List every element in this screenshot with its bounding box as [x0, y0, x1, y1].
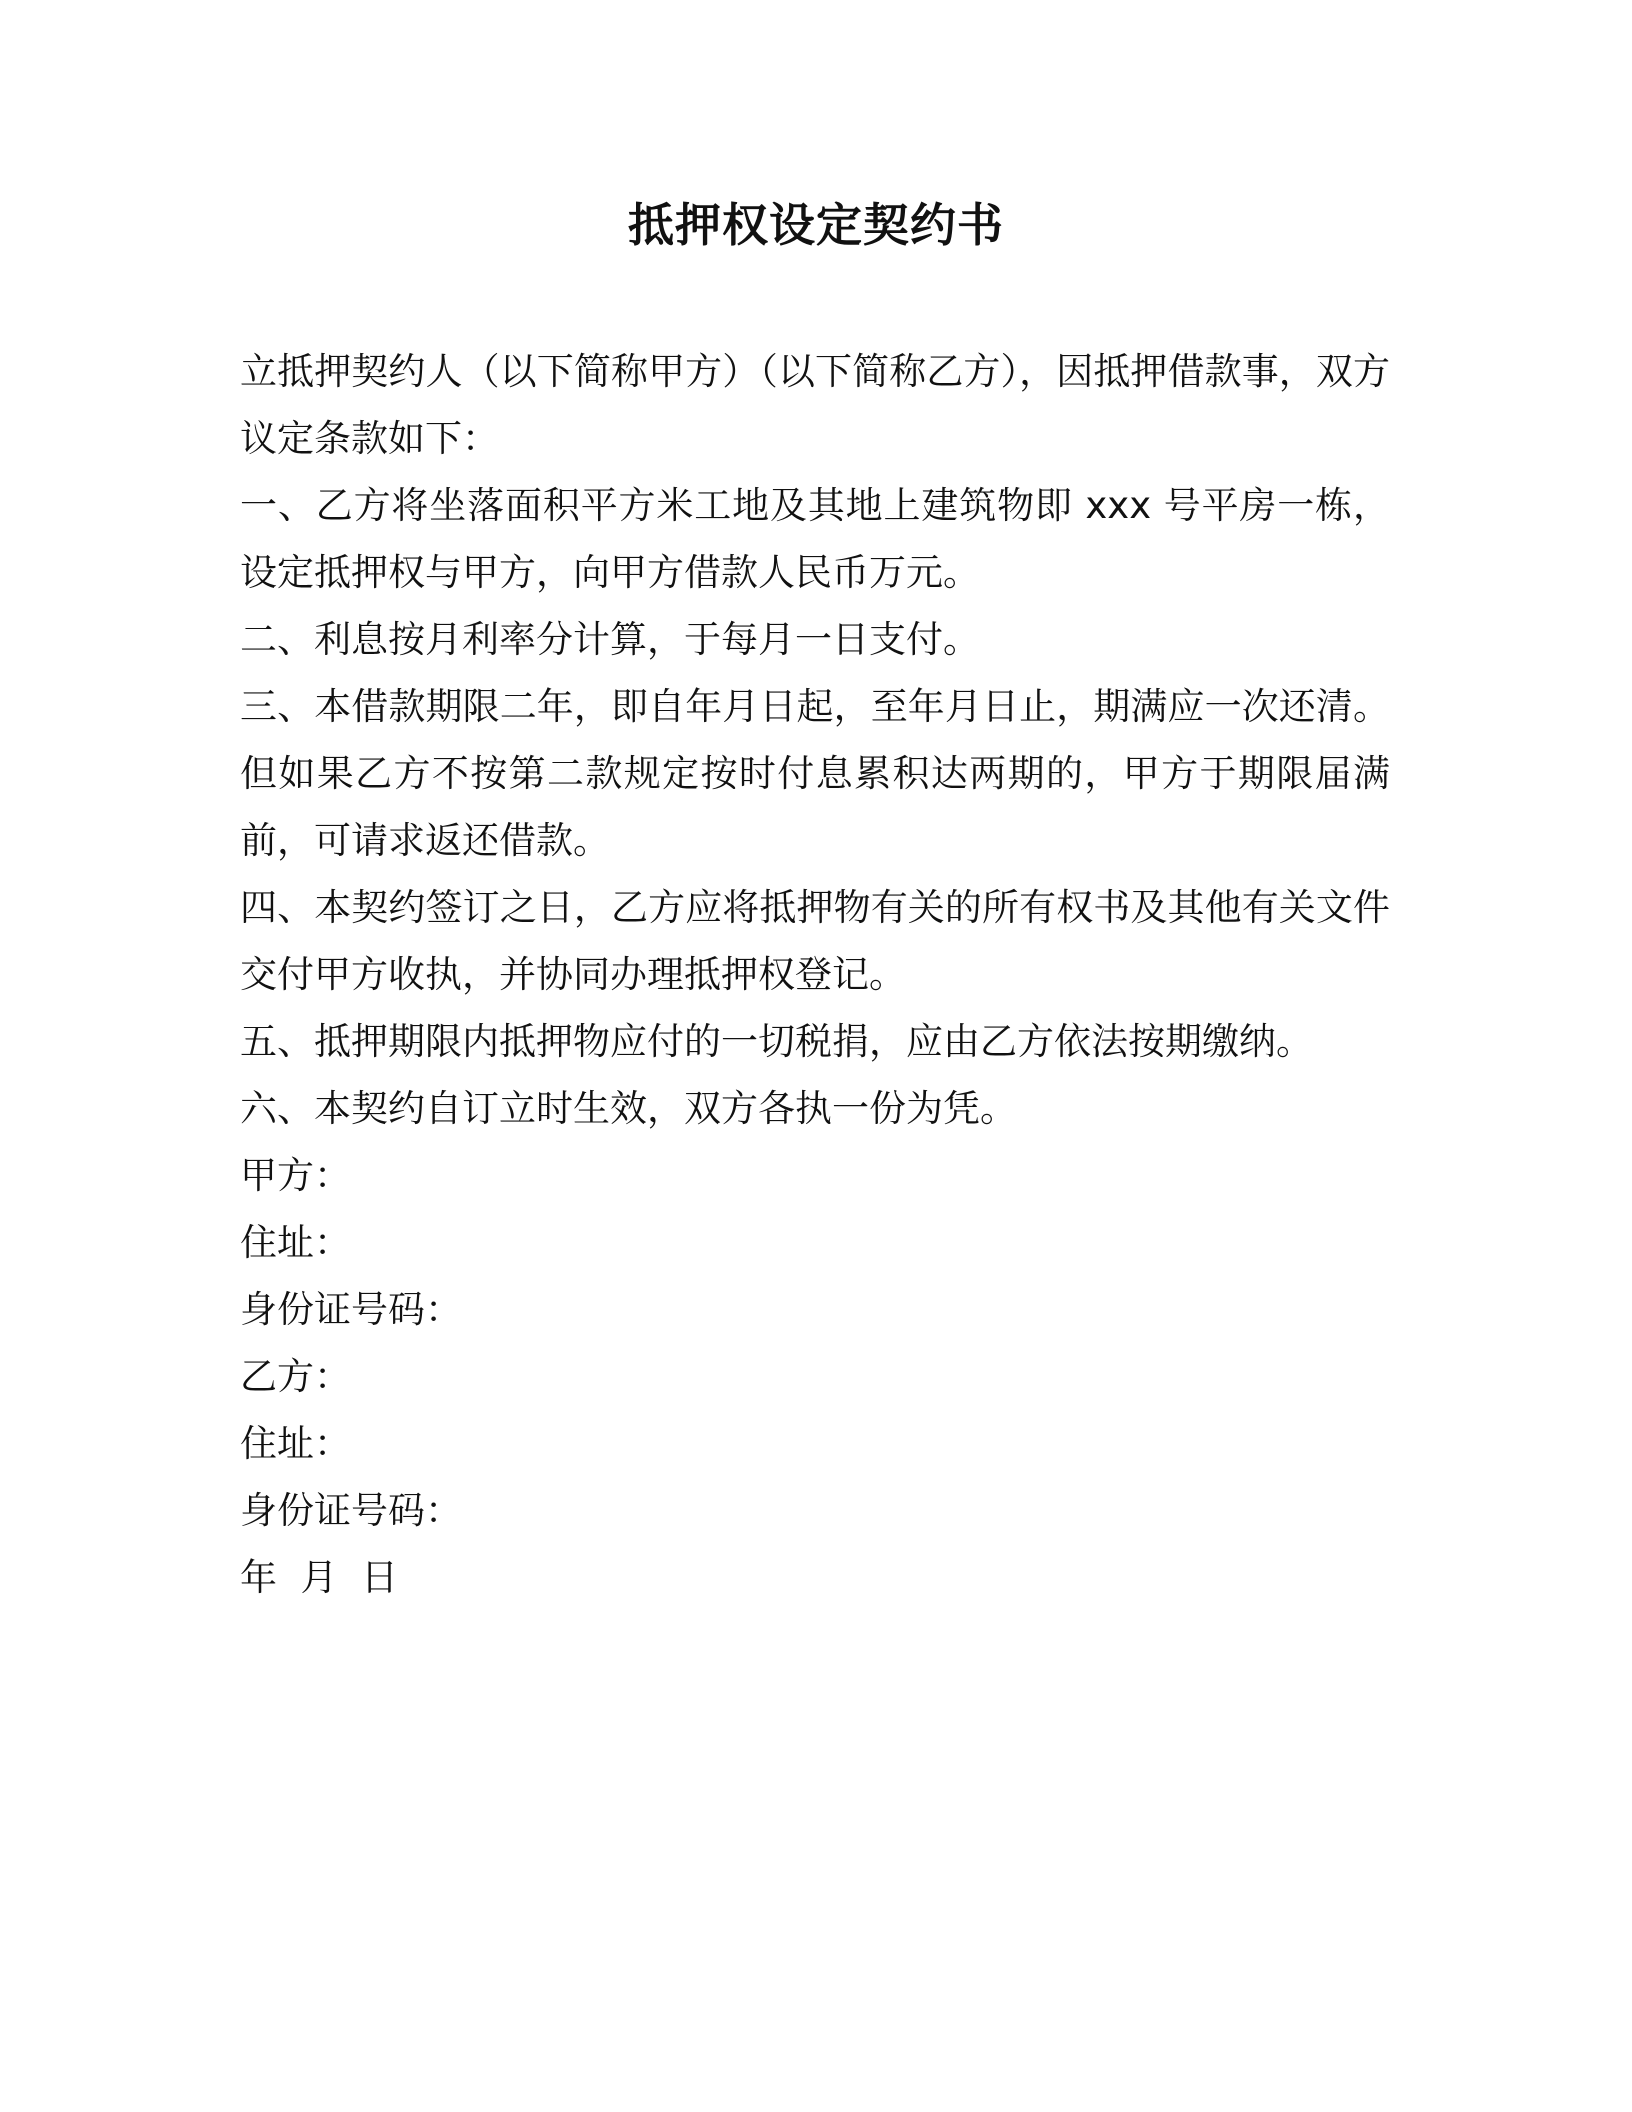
- date-label: 年 月 日: [240, 1556, 399, 1599]
- party-a-label: 甲方：: [240, 1154, 351, 1197]
- party-a-id-label: 身份证号码：: [240, 1288, 462, 1331]
- party-b-id-label: 身份证号码：: [240, 1489, 462, 1532]
- clause-1: 一、乙方将坐落面积平方米工地及其地上建筑物即 xxx 号平房一栋，设定抵押权与甲方，向甲方借款人民币万元。: [240, 484, 1390, 594]
- intro-paragraph: 立抵押契约人（以下简称甲方）（以下简称乙方），因抵押借款事，双方议定条款如下：: [240, 350, 1390, 460]
- document-title: 抵押权设定契约书: [628, 198, 1004, 252]
- party-b-label: 乙方：: [240, 1355, 351, 1398]
- document-body: [240, 338, 1390, 1611]
- clause-4: 四、本契约签订之日，乙方应将抵押物有关的所有权书及其他有关文件交付甲方收执，并协同办理抵押权登记。: [240, 886, 1390, 996]
- clause-3: 三、本借款期限二年，即自年月日起，至年月日止，期满应一次还清。但如果乙方不按第二款规定按时付息累积达两期的，甲方于期限届满前，可请求返还借款。: [240, 685, 1390, 862]
- party-b-address-label: 住址：: [240, 1422, 351, 1465]
- signature-block: [240, 1142, 1390, 1611]
- party-a-address-label: 住址：: [240, 1221, 351, 1264]
- clause-5: 五、抵押期限内抵押物应付的一切税捐，应由乙方依法按期缴纳。: [240, 1020, 1313, 1063]
- clause-6: 六、本契约自订立时生效，双方各执一份为凭。: [240, 1087, 1017, 1130]
- clause-2: 二、利息按月利率分计算，于每月一日支付。: [240, 618, 980, 661]
